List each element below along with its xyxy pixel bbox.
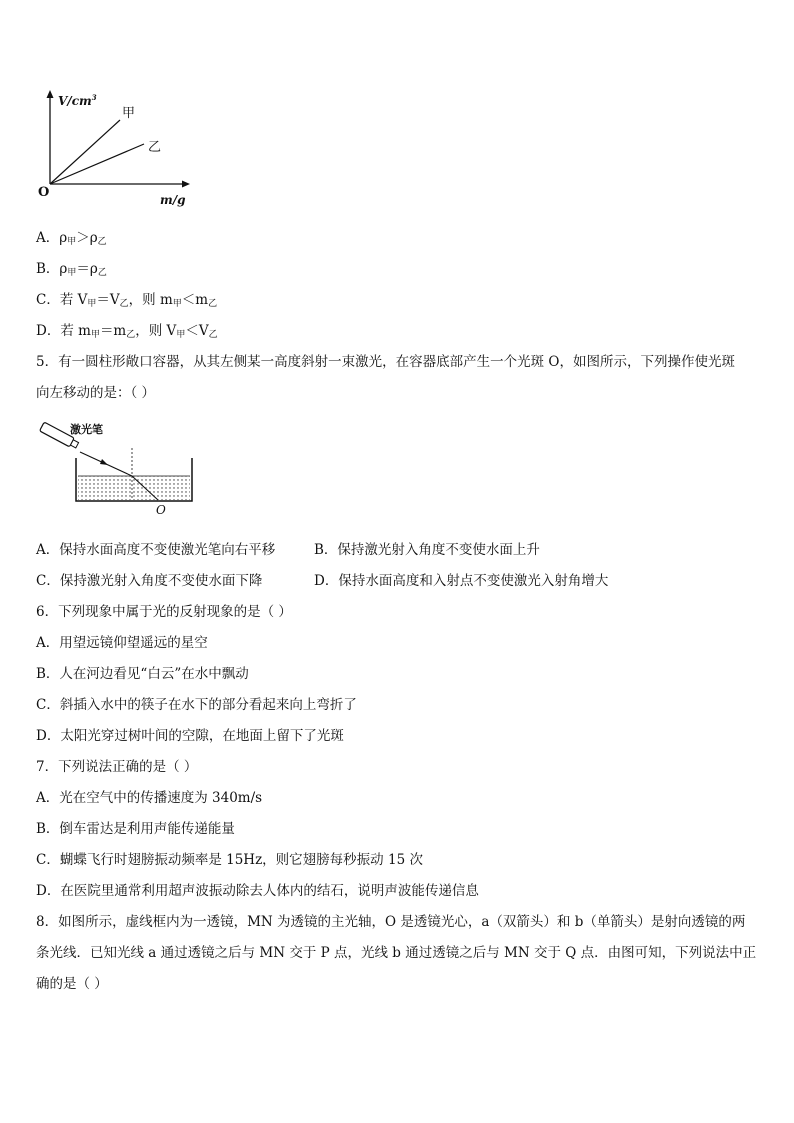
graph-line-jia	[50, 120, 120, 184]
q5-stem-line1: 5．有一圆柱形敞口容器，从其左侧某一高度斜射一束激光，在容器底部产生一个光斑 O，如图所示，下列操作使光斑	[36, 354, 735, 370]
graph-y-arrow	[47, 90, 54, 98]
q4-option-c: C．若 $V_甲=V_乙$，则 $m_甲<m_乙$	[36, 292, 218, 309]
q5-stem-line2: 向左移动的是：（ ）	[36, 385, 156, 401]
laser-pen-label: 激光笔	[70, 423, 103, 436]
q5-option-b: B．保持激光射入角度不变使水面上升	[314, 542, 540, 558]
q8-stem-line1: 8．如图所示，虚线框内为一透镜，MN 为透镜的主光轴，O 是透镜光心，a（双箭头）和 b（单箭头）是射向透镜的两	[36, 914, 746, 930]
graph-x-arrow	[182, 181, 190, 188]
graph-origin-label: O	[38, 185, 50, 200]
water-region	[78, 476, 190, 500]
q5-option-a: A．保持水面高度不变使激光笔向右平移	[36, 542, 276, 558]
q7-stem: 7．下列说法正确的是（ ）	[36, 759, 198, 775]
graph-line-jia-label: 甲	[122, 106, 136, 121]
q6-option-c: C．斜插入水中的筷子在水下的部分看起来向上弯折了	[36, 697, 357, 713]
laser-container-figure	[36, 418, 206, 518]
q4-option-b: B．$\rho_甲=\rho_乙$	[36, 261, 107, 278]
q5-option-c: C．保持激光射入角度不变使水面下降	[36, 573, 263, 589]
q6-stem: 6．下列现象中属于光的反射现象的是（ ）	[36, 604, 292, 620]
q4-option-a: A．$\rho_甲>\rho_乙$	[36, 230, 107, 247]
graph-line-yi-label: 乙	[148, 140, 162, 155]
q6-option-b: B．人在河边看见“白云”在水中飘动	[36, 666, 249, 682]
graph-line-yi	[50, 144, 144, 184]
light-spot-label: O	[156, 503, 166, 517]
q7-option-d: D．在医院里通常利用超声波振动除去人体内的结石，说明声波能传递信息	[36, 883, 479, 899]
q6-option-a: A．用望远镜仰望遥远的星空	[36, 635, 208, 651]
q6-option-d: D．太阳光穿过树叶间的空隙，在地面上留下了光斑	[36, 728, 344, 744]
graph-y-axis-label: $V/cm^3$	[58, 93, 97, 108]
q5-option-d: D．保持水面高度和入射点不变使激光入射角增大	[314, 573, 609, 589]
q7-option-c: C．蝴蝶飞行时翅膀振动频率是 15Hz，则它翅膀每秒振动 15 次	[36, 852, 423, 868]
graph-x-axis-label: m/g	[160, 193, 186, 207]
q7-option-a: A．光在空气中的传播速度为 340m/s	[36, 790, 263, 806]
q4-option-d: D．若 $m_甲=m_乙$，则 $V_甲<V_乙$	[36, 323, 218, 340]
q8-stem-line2: 条光线．已知光线 a 通过透镜之后与 MN 交于 P 点，光线 b 通过透镜之后与 MN 交于 Q 点．由图可知，下列说法中正	[36, 945, 757, 961]
q8-stem-line3: 确的是（ ）	[36, 976, 108, 992]
q7-option-b: B．倒车雷达是利用声能传递能量	[36, 821, 235, 837]
laser-beam-arrow	[100, 459, 108, 465]
